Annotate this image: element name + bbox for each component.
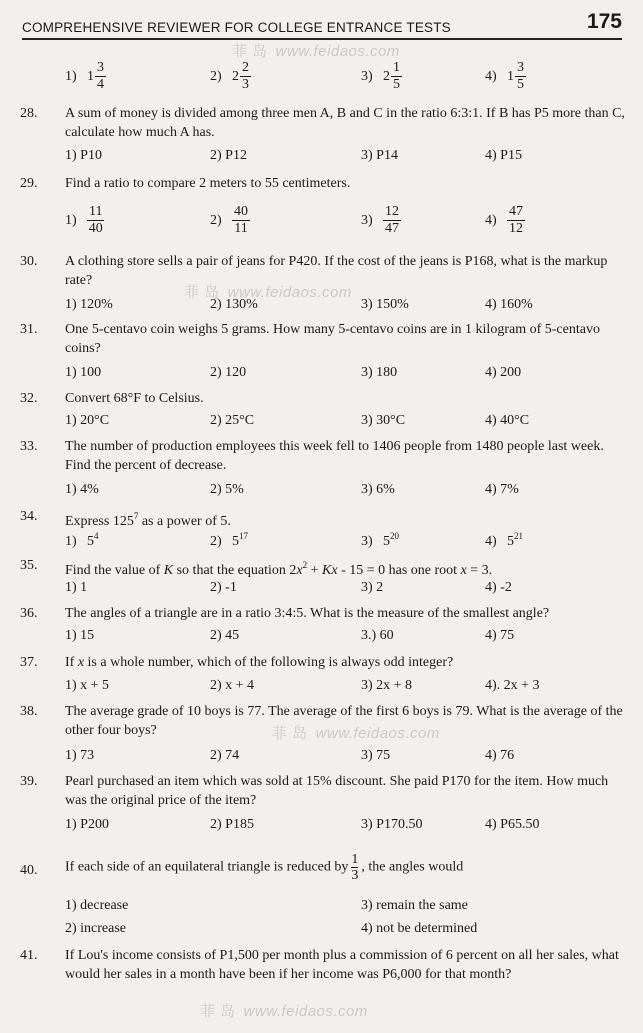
option: 1) $\frac{11}{40}$	[65, 204, 103, 236]
option: 3) $\frac{12}{47}$	[361, 204, 399, 236]
question-34-options: 1) $5^4$ 2) $5^{17}$ 3) $5^{20}$ 4) $5^{21}$	[65, 531, 523, 549]
watermark: 菲 岛 www.feidaos.com	[232, 43, 400, 60]
question-31: 31. One 5-centavo coin weighs 5 grams. How many 5-centavo coins are in 1 kilogram of 5-centavo coins?	[20, 320, 630, 358]
question-34: 34. Express $125^7$ as a power of 5.	[20, 507, 630, 531]
question-37: 37. If x is a whole number, which of the following is always odd integer?	[20, 653, 630, 672]
question-stem: A clothing store sells a pair of jeans for P420. If the cost of the jeans is P168, what is the markup rate?	[65, 254, 608, 288]
question-stem: The angles of a triangle are in a ratio 3:4:5. What is the measure of the smallest angle?	[65, 606, 550, 621]
question-35: 35. Find the value of K so that the equation $2x^2 + Kx - 15 = 0$ has one root x = 3.	[20, 556, 630, 580]
question-stem: If x is a whole number, which of the following is always odd integer?	[65, 655, 454, 670]
question-36: 36. The angles of a triangle are in a ratio 3:4:5. What is the measure of the smallest angle?	[20, 604, 630, 623]
option: 2) $\frac{40}{11}$	[210, 204, 248, 236]
question-35-options: 1) 1 2) -1 3) 2 4) -2	[65, 580, 512, 595]
question-30-options: 1) 120% 2) 130% 3) 150% 4) 160%	[65, 297, 533, 312]
question-38-options: 1) 73 2) 74 3) 75 4) 76	[65, 748, 515, 763]
option: 4) $\frac{47}{12}$	[485, 204, 523, 236]
question-37-options: 1) x + 5 2) x + 4 3) 2x + 8 4). 2x + 3	[65, 678, 540, 693]
question-30: 30. A clothing store sells a pair of jeans for P420. If the cost of the jeans is P168, what is the markup rate?	[20, 252, 630, 290]
question-40-options: 1) decrease 2) increase 3) remain the same 4) not be determined	[65, 898, 478, 936]
watermark: 菲 岛 www.feidaos.com	[272, 725, 440, 742]
option: 4) 1 $\frac{3}{5}$	[485, 60, 524, 92]
question-stem: A sum of money is divided among three men A, B and C in the ratio 6:3:1. If B has P5 more than C, calculate how much A has.	[65, 106, 625, 140]
question-41: 41. If Lou's income consists of P1,500 per month plus a commission of 6 percent on all her sales, what would her sales in a month have been if her income was P6,000 for that month?	[20, 946, 630, 984]
question-28-options: 1) P10 2) P12 3) P14 4) P15	[65, 148, 522, 163]
question-27-options	[65, 60, 635, 98]
question-33: 33. The number of production employees this week fell to 1406 people from 1480 people last week. Find the percent of decrease.	[20, 437, 630, 475]
question-40: 40. If each side of an equilateral triangle is reduced by $\frac{1}{3}$ , the angles would	[20, 852, 630, 883]
question-stem: If Lou's income consists of P1,500 per month plus a commission of 6 percent on all her sales, what would her sales in a month have been if her income was P6,000 for that month?	[65, 948, 619, 982]
question-39: 39. Pearl purchased an item which was sold at 15% discount. She paid P170 for the item. How much was the original price of the item?	[20, 772, 630, 810]
watermark: 菲 岛 www.feidaos.com	[200, 1003, 368, 1020]
question-stem: The number of production employees this week fell to 1406 people from 1480 people last week. Find the percent of decrease.	[65, 439, 604, 473]
option: 1) 1 $\frac{3}{4}$	[65, 60, 104, 92]
question-28: 28. A sum of money is divided among three men A, B and C in the ratio 6:3:1. If B has P5 more than C, calculate how much A has.	[20, 106, 625, 140]
question-stem: The average grade of 10 boys is 77. The average of the first 6 boys is 79. What is the average of the other four boys?	[65, 704, 623, 738]
page-number: 175	[586, 10, 622, 33]
question-31-options: 1) 100 2) 120 3) 180 4) 200	[65, 365, 522, 380]
watermark: 菲 岛 www.feidaos.com	[184, 284, 352, 301]
question-33-options: 1) 4% 2) 5% 3) 6% 4) 7%	[65, 482, 519, 497]
page-header	[22, 8, 622, 40]
question-stem: One 5-centavo coin weighs 5 grams. How many 5-centavo coins are in 1 kilogram of 5-centavo coins?	[65, 322, 600, 356]
question-32-options: 1) 20°C 2) 25°C 3) 30°C 4) 40°C	[65, 413, 530, 428]
option: 2) 2 $\frac{2}{3}$	[210, 60, 249, 92]
question-stem: Convert 68°F to Celsius.	[65, 391, 204, 406]
question-39-options: 1) P200 2) P185 3) P170.50 4) P65.50	[65, 817, 540, 832]
question-stem: Find the value of K so that the equation $2x^2 + Kx - 15 = 0$ has one root x = 3.	[65, 560, 493, 578]
question-stem: Pearl purchased an item which was sold at 15% discount. She paid P170 for the item. How much was the original price of the item?	[65, 774, 609, 808]
question-32: 32. Convert 68°F to Celsius.	[20, 389, 630, 408]
question-36-options: 1) 15 2) 45 3.) 60 4) 75	[65, 628, 515, 643]
question-stem: Express $125^7$ as a power of 5.	[65, 511, 231, 529]
question-29: 29. Find a ratio to compare 2 meters to 55 centimeters.	[20, 174, 630, 193]
option: 3) 2 $\frac{1}{5}$	[361, 60, 400, 92]
question-stem: Find a ratio to compare 2 meters to 55 centimeters.	[65, 176, 351, 191]
question-38: 38. The average grade of 10 boys is 77. The average of the first 6 boys is 79. What is the average of the other four boys?	[20, 702, 630, 740]
question-stem: If each side of an equilateral triangle is reduced by $\frac{1}{3}$ , the angles would	[65, 852, 464, 883]
header-title: COMPREHENSIVE REVIEWER FOR COLLEGE ENTRANCE TESTS	[22, 20, 451, 35]
question-29-options	[65, 204, 635, 244]
